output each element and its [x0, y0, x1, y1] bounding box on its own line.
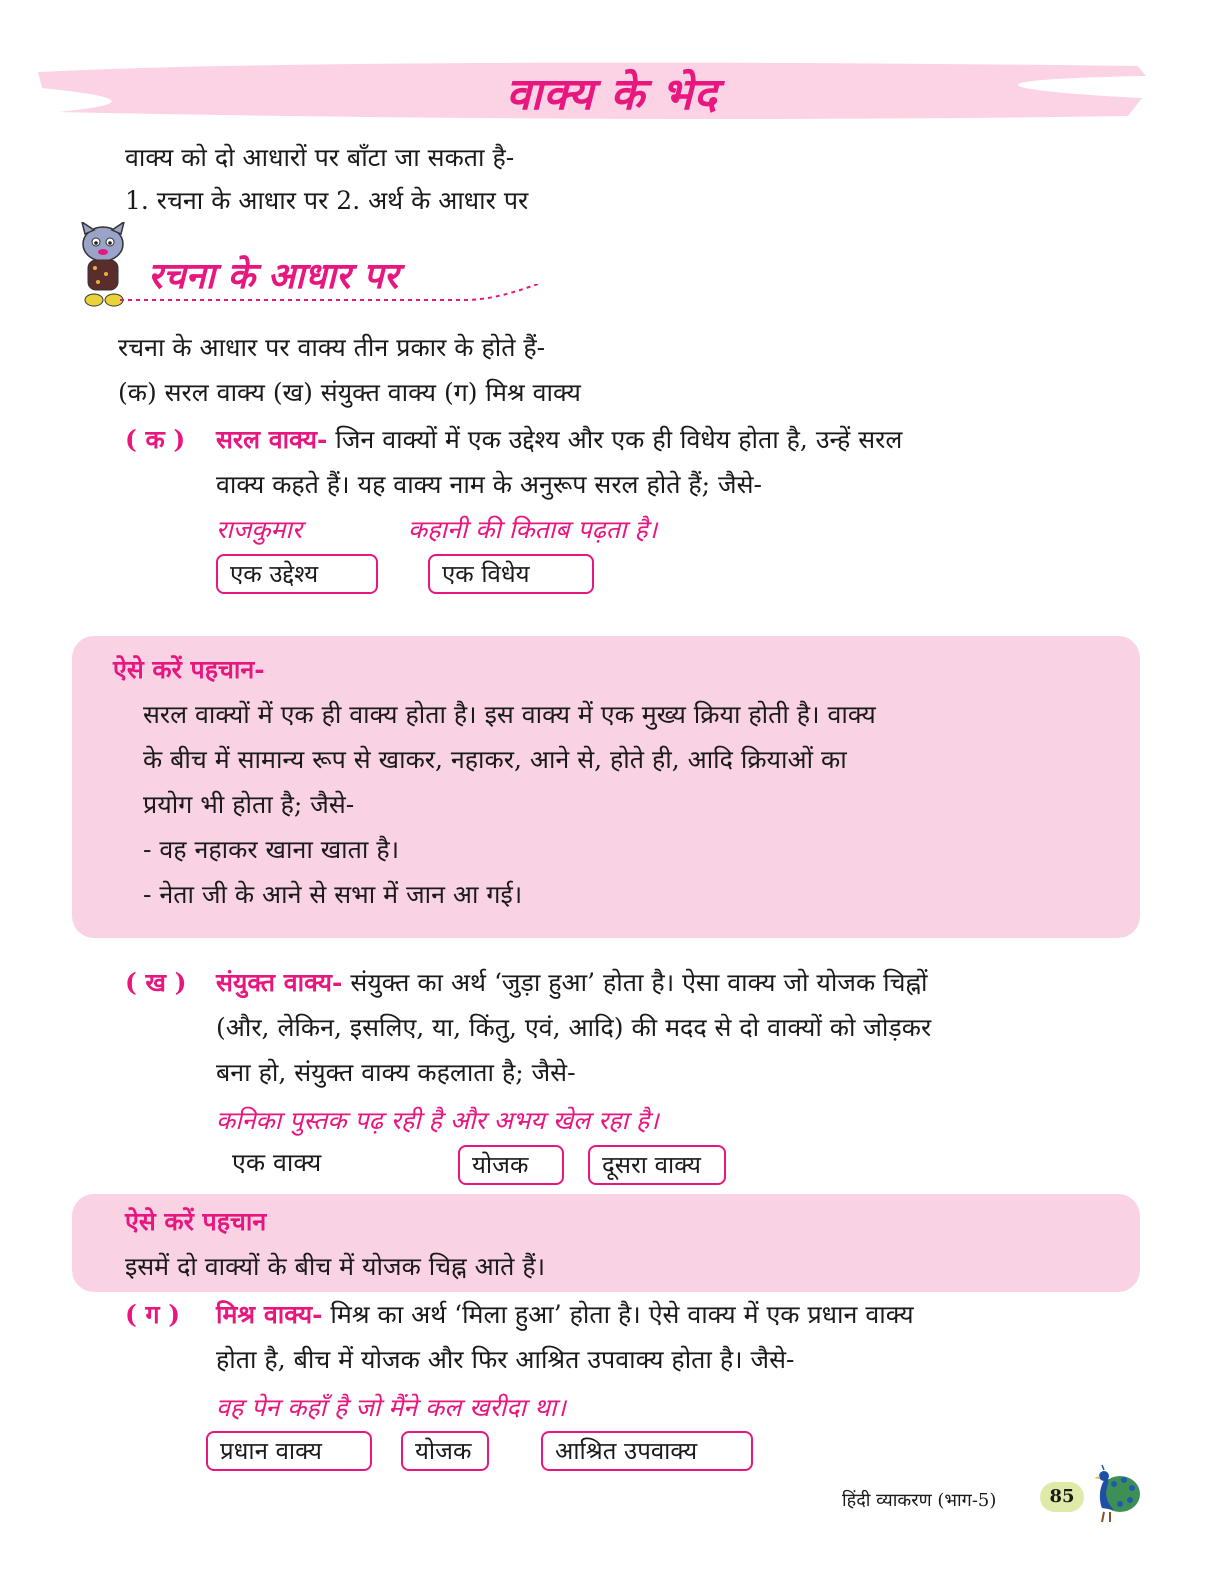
section-line-1: रचना के आधार पर वाक्य तीन प्रकार के होते हैं-: [118, 333, 546, 362]
ka-text-1: जिन वाक्यों में एक उद्देश्य और एक ही विधेय होता है, उन्हें सरल: [327, 425, 903, 454]
ga-box-subordinate-clause: आश्रित उपवाक्य: [541, 1431, 753, 1471]
section-line-2: (क) सरल वाक्य (ख) संयुक्त वाक्य (ग) मिश्र वाक्य: [118, 378, 581, 407]
panel1-line-2: के बीच में सामान्य रूप से खाकर, नहाकर, आने से, होते ही, आदि क्रियाओं का: [143, 745, 847, 774]
panel1-line-1: सरल वाक्यों में एक ही वाक्य होता है। इस वाक्य में एक मुख्य क्रिया होती है। वाक्य: [143, 700, 876, 729]
kha-plain-label: एक वाक्य: [232, 1148, 322, 1177]
ga-term: मिश्र वाक्य-: [216, 1300, 323, 1329]
kha-definition-line-3: बना हो, संयुक्त वाक्य कहलाता है; जैसे-: [216, 1058, 576, 1087]
section-heading-underline: [120, 284, 540, 324]
ka-example-predicate: कहानी की किताब पढ़ता है।: [408, 515, 658, 544]
ga-box-main-clause: प्रधान वाक्य: [206, 1431, 372, 1471]
kha-example: कनिका पुस्तक पढ़ रही है और अभय खेल रहा है।: [216, 1106, 659, 1135]
panel2-heading: ऐसे करें पहचान: [125, 1207, 267, 1236]
panel1-line-3: प्रयोग भी होता है; जैसे-: [143, 790, 355, 819]
page-title: वाक्य के भेद: [506, 69, 718, 120]
ga-definition-line-1: [216, 1300, 914, 1330]
kha-term: संयुक्त वाक्य-: [216, 968, 343, 997]
ka-definition-line-2: वाक्य कहते हैं। यह वाक्य नाम के अनुरूप सरल होते हैं; जैसे-: [216, 470, 762, 499]
kha-definition-line-1: [216, 968, 927, 998]
kha-box-conjunction: योजक: [458, 1145, 564, 1185]
intro-line-2: 1. रचना के आधार पर 2. अर्थ के आधार पर: [125, 186, 529, 215]
ka-term: सरल वाक्य-: [216, 425, 328, 454]
ka-definition-line-1: [216, 425, 902, 455]
ka-marker: ( क ): [125, 425, 186, 454]
ka-box-subject: एक उद्देश्य: [216, 554, 378, 594]
ka-example-subject: राजकुमार: [216, 515, 303, 544]
panel1-example-1: - वह नहाकर खाना खाता है।: [143, 835, 400, 864]
kha-marker: ( ख ): [125, 968, 187, 997]
ga-definition-line-2: होता है, बीच में योजक और फिर आश्रित उपवाक्य होता है। जैसे-: [216, 1345, 795, 1374]
ga-box-conjunction: योजक: [401, 1431, 489, 1471]
kha-text-1: संयुक्त का अर्थ ‘जुड़ा हुआ’ होता है। ऐसा वाक्य जो योजक चिह्नों: [342, 968, 928, 997]
kha-box-second-sentence: दूसरा वाक्य: [588, 1145, 726, 1185]
panel1-heading: ऐसे करें पहचान-: [113, 655, 265, 684]
ga-marker: ( ग ): [125, 1300, 181, 1329]
ga-example: वह पेन कहाँ है जो मैंने कल खरीदा था।: [216, 1393, 566, 1422]
page-number: 85: [1040, 1482, 1084, 1512]
panel2-line-1: इसमें दो वाक्यों के बीच में योजक चिह्न आते हैं।: [125, 1252, 546, 1281]
ka-box-predicate: एक विधेय: [428, 554, 594, 594]
section-heading: रचना के आधार पर: [148, 256, 399, 297]
kha-definition-line-2: (और, लेकिन, इसलिए, या, किंतु, एवं, आदि) की मदद से दो वाक्यों को जोड़कर: [216, 1013, 932, 1042]
ga-text-1: मिश्र का अर्थ ‘मिला हुआ’ होता है। ऐसे वाक्य में एक प्रधान वाक्य: [322, 1300, 914, 1329]
intro-line-1: वाक्य को दो आधारों पर बाँटा जा सकता है-: [125, 143, 515, 172]
peacock-icon: [1080, 1462, 1142, 1524]
panel1-example-2: - नेता जी के आने से सभा में जान आ गई।: [143, 880, 523, 909]
footer-book-title: हिंदी व्याकरण (भाग-5): [842, 1490, 997, 1511]
